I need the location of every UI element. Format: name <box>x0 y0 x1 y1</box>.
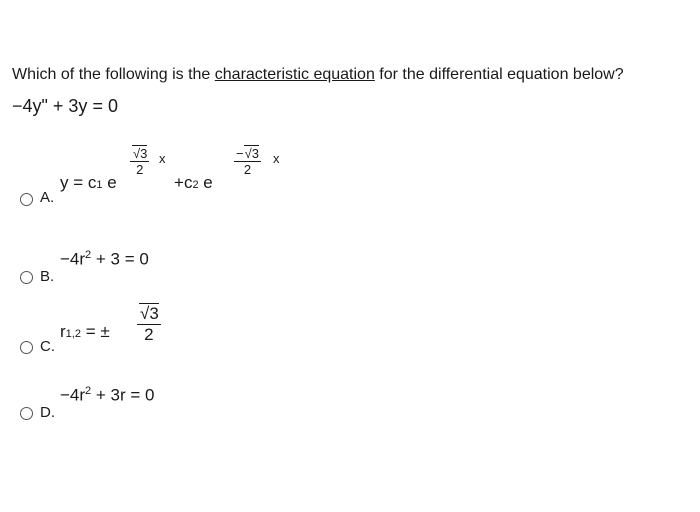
radio-option-b[interactable] <box>20 271 33 284</box>
option-a-exp1-var: x <box>159 151 166 166</box>
radio-option-d[interactable] <box>20 407 33 420</box>
question-suffix: for the differential equation below? <box>374 66 624 83</box>
option-c-fraction <box>137 304 161 345</box>
option-c-letter: C. <box>40 338 55 355</box>
option-a-eq: = <box>73 173 84 192</box>
option-a-c1-sub: 1 <box>96 179 103 191</box>
option-a-exp1-root: √3 <box>133 146 148 161</box>
option-a-c1: c <box>87 173 97 192</box>
question-underlined-term: characteristic equation <box>214 66 375 83</box>
option-a-exp1-den: 2 <box>136 162 144 177</box>
option-c-sub: 1,2 <box>65 328 81 340</box>
question-prefix: Which of the following is the <box>12 66 215 83</box>
option-c-eq: = ± <box>85 322 110 341</box>
option-d-text-a: −4r <box>60 385 86 405</box>
option-a-y: y <box>60 173 69 192</box>
option-b-equation <box>60 249 149 270</box>
question-text <box>12 66 624 84</box>
option-a-letter: A. <box>40 189 55 206</box>
option-a-solution <box>60 173 117 193</box>
differential-equation: −4y" + 3y = 0 <box>12 96 118 116</box>
option-a-e2: e <box>203 173 213 192</box>
option-a-exponent-2 <box>234 146 261 177</box>
option-b-text-a: −4r <box>60 249 86 269</box>
option-d-letter: D. <box>40 404 55 421</box>
option-a-exp2-sign: − <box>236 146 244 161</box>
option-a-exp2-den: 2 <box>243 162 252 177</box>
option-a-plus: + <box>174 173 184 192</box>
option-d-sup: 2 <box>85 385 92 397</box>
option-a-exponent-1 <box>130 146 149 177</box>
option-a-c2-sub: 2 <box>192 179 199 191</box>
option-a-exp2-var: x <box>273 151 280 166</box>
option-b-letter: B. <box>40 268 55 285</box>
option-c-num: √3 <box>140 304 159 323</box>
option-c-r: r <box>60 322 66 341</box>
radio-option-a[interactable] <box>20 193 33 206</box>
option-c-roots <box>60 322 110 342</box>
option-a-exp2-root: √3 <box>244 146 259 161</box>
option-b-text-b: + 3 = 0 <box>91 249 149 269</box>
option-d-equation <box>60 385 155 406</box>
radio-option-c[interactable] <box>20 341 33 354</box>
option-a-c2: c <box>183 173 193 192</box>
option-d-text-b: + 3r = 0 <box>91 385 155 405</box>
option-b-sup: 2 <box>85 249 92 261</box>
option-a-e1: e <box>107 173 117 192</box>
option-a-second-term <box>174 173 213 193</box>
option-c-den: 2 <box>144 325 154 344</box>
